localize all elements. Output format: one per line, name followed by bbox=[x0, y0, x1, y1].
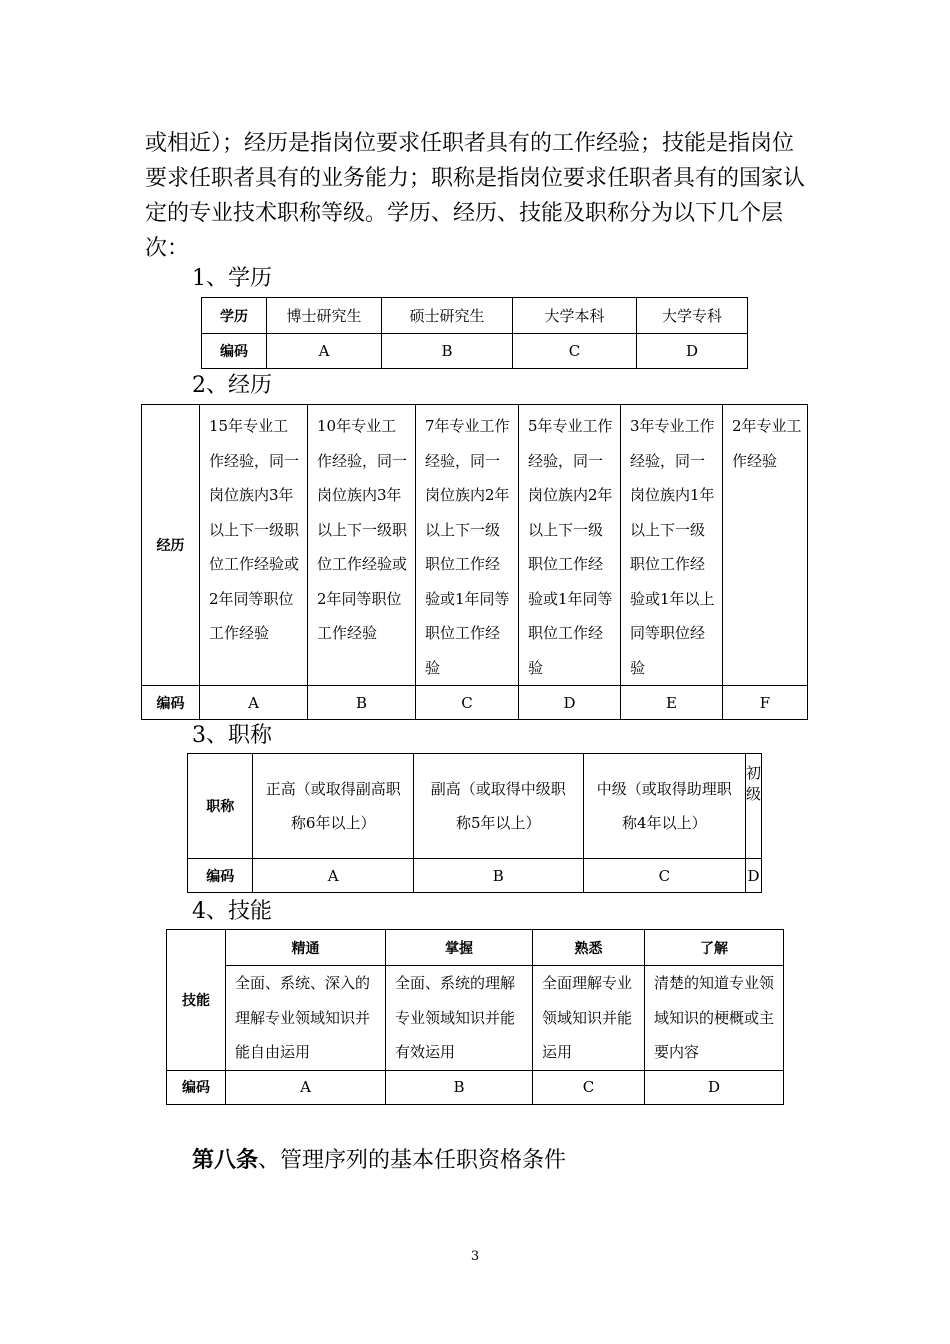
education-code-d: D bbox=[637, 334, 748, 369]
education-level-c: 大学本科 bbox=[513, 298, 637, 334]
education-code-c: C bbox=[513, 334, 637, 369]
education-row-label: 学历 bbox=[202, 298, 267, 334]
title-table bbox=[187, 753, 762, 893]
experience-code-f: F bbox=[723, 686, 808, 720]
experience-table bbox=[141, 404, 808, 720]
skill-name-b: 掌握 bbox=[386, 930, 533, 966]
skill-desc-d: 清楚的知道专业领域知识的梗概或主要内容 bbox=[645, 966, 784, 1071]
experience-level-b: 10年专业工作经验，同一岗位族内3年以上下一级职位工作经验或2年同等职位工作经验 bbox=[308, 405, 416, 686]
skill-code-b: B bbox=[386, 1070, 533, 1104]
intro-paragraph: 或相近）；经历是指岗位要求任职者具有的工作经验；技能是指岗位要求任职者具有的业务能力；职称是指岗位要求任职者具有的国家认定的专业技术职称等级。学历、经历、技能及职称分为以下几个层次： bbox=[145, 131, 806, 261]
skill-code-c: C bbox=[533, 1070, 645, 1104]
title-code-d: D bbox=[745, 859, 761, 893]
title-code-b: B bbox=[413, 859, 583, 893]
title-code-a: A bbox=[253, 859, 414, 893]
education-level-a: 博士研究生 bbox=[267, 298, 382, 334]
experience-code-a: A bbox=[200, 686, 308, 720]
experience-level-e: 3年专业工作经验，同一岗位族内1年以上下一级职位工作经验或1年以上同等职位经验 bbox=[621, 405, 723, 686]
experience-code-b: B bbox=[308, 686, 416, 720]
title-heading: 3、职称 bbox=[192, 723, 272, 748]
education-level-b: 硕士研究生 bbox=[382, 298, 513, 334]
education-code-b: B bbox=[382, 334, 513, 369]
education-code-a: A bbox=[267, 334, 382, 369]
skill-desc-c: 全面理解专业领域知识并能运用 bbox=[533, 966, 645, 1071]
title-level-b: 副高（或取得中级职称5年以上） bbox=[413, 754, 583, 859]
experience-level-f: 2年专业工作经验 bbox=[723, 405, 808, 686]
skill-code-d: D bbox=[645, 1070, 784, 1104]
education-code-label: 编码 bbox=[202, 334, 267, 369]
skill-name-a: 精通 bbox=[226, 930, 386, 966]
title-level-a: 正高（或取得副高职称6年以上） bbox=[253, 754, 414, 859]
skill-code-label: 编码 bbox=[167, 1070, 226, 1104]
article-number: 第八条 bbox=[192, 1148, 259, 1173]
experience-code-d: D bbox=[519, 686, 621, 720]
education-level-d: 大学专科 bbox=[637, 298, 748, 334]
education-table bbox=[201, 297, 748, 369]
article-title: 、管理序列的基本任职资格条件 bbox=[258, 1148, 567, 1173]
experience-code-c: C bbox=[416, 686, 519, 720]
experience-level-a: 15年专业工作经验，同一岗位族内3年以上下一级职位工作经验或2年同等职位工作经验 bbox=[200, 405, 308, 686]
skill-table bbox=[166, 929, 784, 1105]
experience-code-label: 编码 bbox=[142, 686, 200, 720]
article-heading bbox=[192, 1143, 566, 1174]
skill-name-d: 了解 bbox=[645, 930, 784, 966]
skill-code-a: A bbox=[226, 1070, 386, 1104]
experience-level-d: 5年专业工作经验，同一岗位族内2年以上下一级职位工作经验或1年同等职位工作经验 bbox=[519, 405, 621, 686]
skill-desc-a: 全面、系统、深入的理解专业领域知识并能自由运用 bbox=[226, 966, 386, 1071]
education-heading: 1、学历 bbox=[192, 266, 272, 291]
experience-row-label: 经历 bbox=[142, 405, 200, 686]
page-number: 3 bbox=[470, 1249, 480, 1264]
title-level-d: 初级 bbox=[745, 754, 761, 859]
skill-heading: 4、技能 bbox=[192, 899, 272, 924]
skill-desc-b: 全面、系统的理解专业领域知识并能有效运用 bbox=[386, 966, 533, 1071]
title-level-c: 中级（或取得助理职称4年以上） bbox=[583, 754, 745, 859]
experience-code-e: E bbox=[621, 686, 723, 720]
experience-heading: 2、经历 bbox=[192, 373, 272, 398]
title-row-label: 职称 bbox=[188, 754, 253, 859]
skill-name-c: 熟悉 bbox=[533, 930, 645, 966]
title-code-label: 编码 bbox=[188, 859, 253, 893]
experience-level-c: 7年专业工作经验，同一岗位族内2年以上下一级职位工作经验或1年同等职位工作经验 bbox=[416, 405, 519, 686]
skill-row-label: 技能 bbox=[167, 930, 226, 1071]
title-code-c: C bbox=[583, 859, 745, 893]
